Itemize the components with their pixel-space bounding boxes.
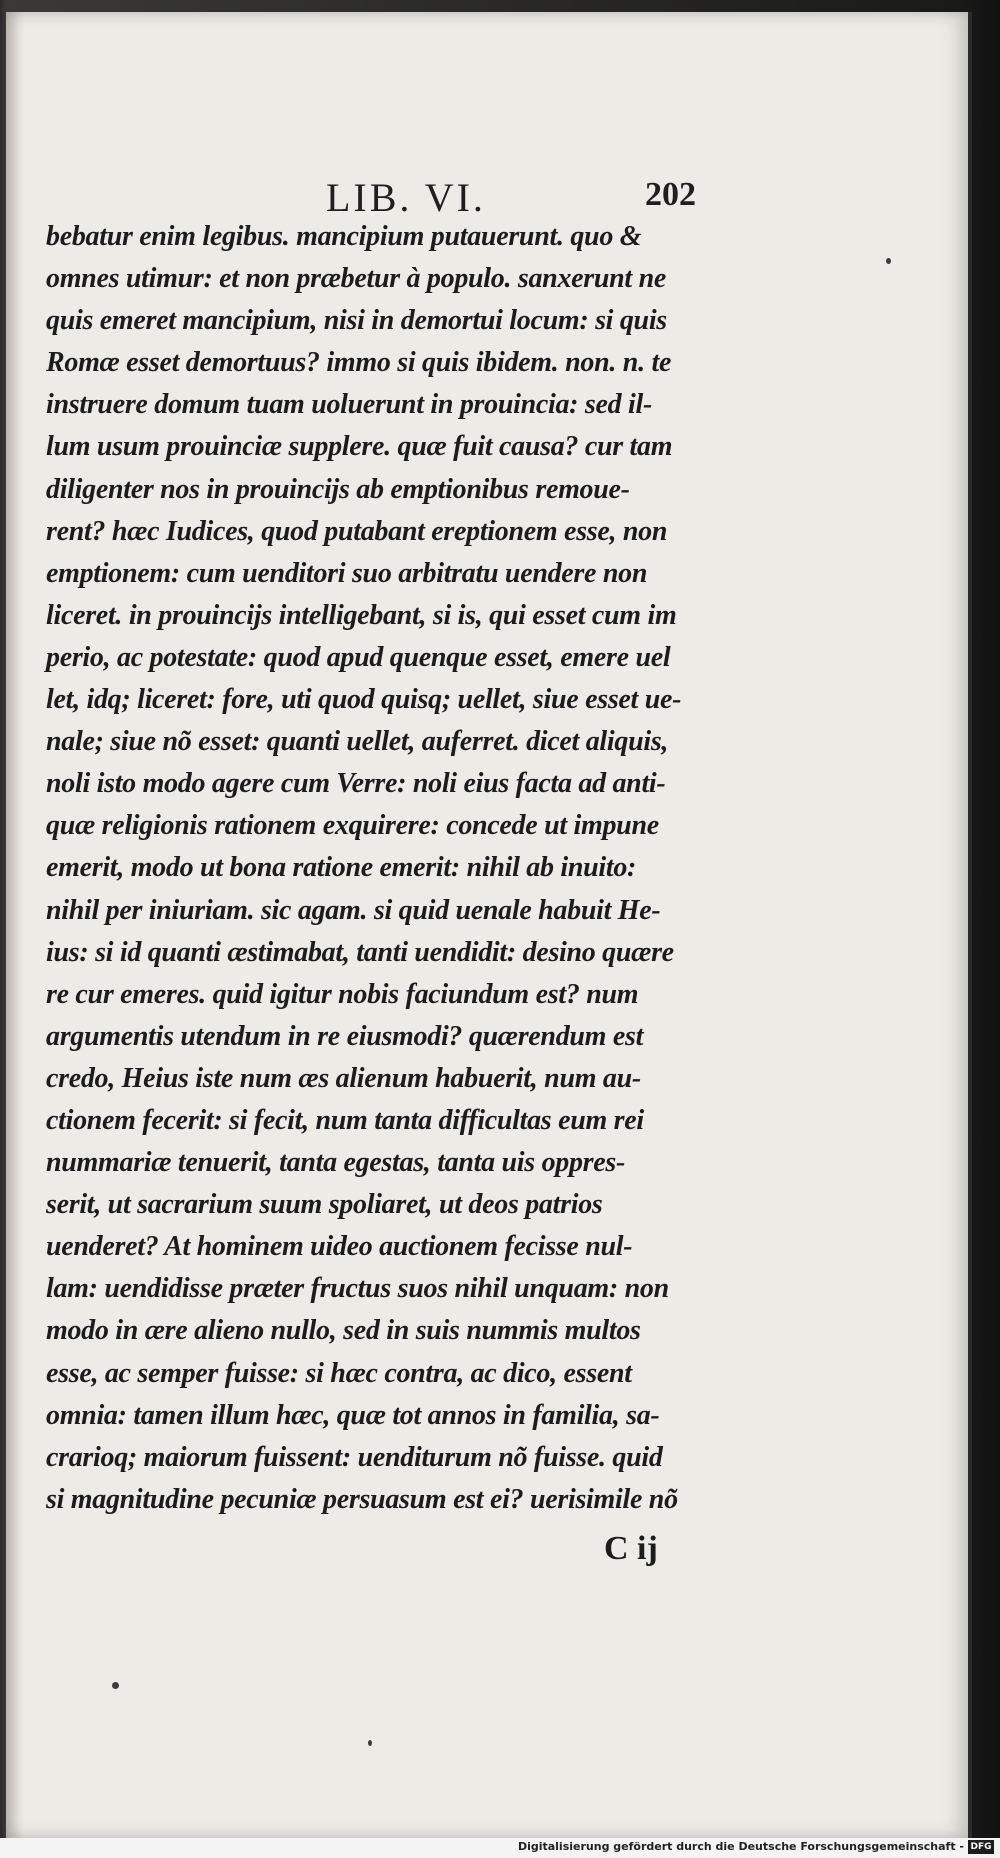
text-line: lum usum prouinciæ supplere. quæ fuit causa? cur tam bbox=[46, 431, 673, 463]
text-line: modo in ære alieno nullo, sed in suis nummis multos bbox=[46, 1315, 641, 1347]
page-header bbox=[326, 174, 696, 220]
text-line: diligenter nos in prouincijs ab emptionibus remoue- bbox=[46, 473, 630, 505]
text-line: Romæ esset demortuus? immo si quis ibidem. non. n. te bbox=[46, 347, 672, 379]
text-line: nummariæ tenuerit, tanta egestas, tanta uis oppres- bbox=[46, 1147, 626, 1179]
text-line: perio, ac potestate: quod apud quenque esset, emere uel bbox=[46, 641, 671, 673]
text-line: emptionem: cum uenditori suo arbitratu uendere non bbox=[46, 557, 648, 589]
catchword: C ij bbox=[604, 1530, 658, 1567]
text-line: credo, Heius iste num æs alienum habuerit, num au- bbox=[46, 1062, 641, 1094]
footer-bar bbox=[0, 1838, 1000, 1858]
text-line: instruere domum tuam uoluerunt in prouincia: sed il- bbox=[46, 389, 652, 421]
text-line: uenderet? At hominem uideo auctionem fecisse nul- bbox=[46, 1231, 633, 1263]
paper-speck bbox=[368, 1740, 372, 1746]
text-line: let, idq; liceret: fore, uti quod quisq; uellet, siue esset ue- bbox=[46, 684, 682, 716]
text-line: quis emeret mancipium, nisi in demortui locum: si quis bbox=[46, 305, 667, 337]
paper-speck bbox=[886, 258, 891, 264]
text-line: lam: uendidisse præter fructus suos nihil unquam: non bbox=[46, 1273, 669, 1305]
text-line: noli isto modo agere cum Verre: noli eius facta ad anti- bbox=[46, 768, 666, 800]
footer-credit: Digitalisierung gefördert durch die Deutsche Forschungsgemeinschaft - bbox=[517, 1840, 964, 1853]
text-line: crarioq; maiorum fuissent: uenditurum nõ fuisse. quid bbox=[46, 1441, 663, 1473]
text-line: si magnitudine pecuniæ persuasum est ei? uerisimile nõ bbox=[46, 1483, 678, 1515]
text-line: argumentis utendum in re eiusmodi? quærendum est bbox=[46, 1020, 644, 1052]
text-line: omnes utimur: et non præbetur à populo. sanxerunt ne bbox=[46, 263, 666, 295]
body-text bbox=[46, 216, 708, 1521]
text-line: emerit, modo ut bona ratione emerit: nihil ab inuito: bbox=[46, 852, 637, 884]
text-line: rent? hæc Iudices, quod putabant ereptionem esse, non bbox=[46, 515, 668, 547]
text-line: nihil per iniuriam. sic agam. si quid uenale habuit He- bbox=[46, 894, 661, 926]
book-page bbox=[6, 12, 972, 1838]
paper-speck bbox=[112, 1682, 119, 1689]
text-line: bebatur enim legibus. mancipium putauerunt. quo & bbox=[46, 221, 642, 252]
running-head: LIB. VI. bbox=[326, 175, 486, 220]
text-line: omnia: tamen illum hæc, quæ tot annos in familia, sa- bbox=[46, 1399, 660, 1431]
text-line: quæ religionis rationem exquirere: concede ut impune bbox=[46, 810, 659, 842]
text-line: nale; siue nõ esset: quanti uellet, auferret. dicet aliquis, bbox=[46, 726, 669, 758]
text-line: re cur emeres. quid igitur nobis faciundum est? num bbox=[46, 978, 639, 1010]
text-line: ius: si id quanti æstimabat, tanti uendidit: desino quære bbox=[46, 936, 674, 968]
text-line: ctionem fecerit: si fecit, num tanta difficultas eum rei bbox=[46, 1104, 644, 1136]
text-line: liceret. in prouincijs intelligebant, si is, qui esset cum im bbox=[46, 599, 677, 631]
text-line: serit, ut sacrarium suum spoliaret, ut deos patrios bbox=[46, 1189, 603, 1221]
text-line: esse, ac semper fuisse: si hæc contra, ac dico, essent bbox=[46, 1357, 632, 1389]
dfg-logo: DFG bbox=[968, 1840, 994, 1854]
page-number: 202 bbox=[645, 176, 696, 213]
